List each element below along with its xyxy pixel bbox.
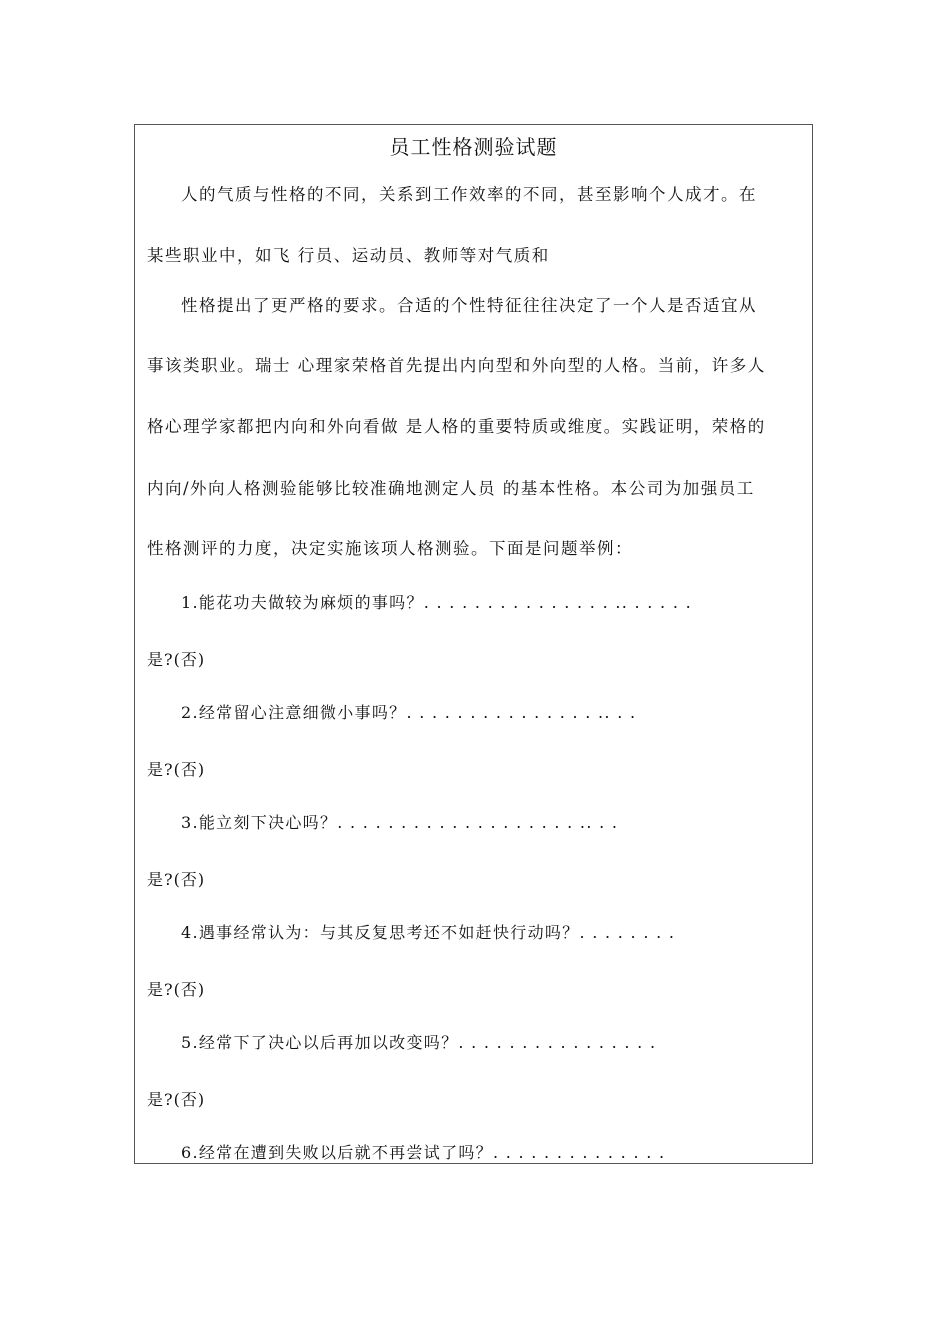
question-5: 5.经常下了决心以后再加以改变吗？. . . . . . . . . . . . . . . . — [181, 1033, 657, 1052]
intro-line-4: 事该类职业。瑞士 心理家荣格首先提出内向型和外向型的人格。当前，许多人 — [147, 356, 766, 375]
answer-4: 是?(否) — [147, 980, 206, 999]
intro-line-6: 内向/外向人格测验能够比较准确地测定人员 的基本性格。本公司为加强员工 — [147, 479, 755, 498]
question-2: 2.经常留心注意细微小事吗？. . . . . . . . . . . . . . . .. . . — [181, 703, 637, 722]
intro-line-1: 人的气质与性格的不同，关系到工作效率的不同，甚至影响个人成才。在 — [181, 185, 757, 204]
question-1: 1.能花功夫做较为麻烦的事吗？. . . . . . . . . . . . . . . .. . . . . . — [181, 593, 692, 612]
document-title: 员工性格测验试题 — [389, 135, 558, 159]
intro-line-2: 某些职业中，如飞 行员、运动员、教师等对气质和 — [147, 246, 550, 265]
document-frame — [134, 124, 813, 1164]
answer-2: 是?(否) — [147, 760, 206, 779]
answer-1: 是?(否) — [147, 650, 206, 669]
intro-line-3: 性格提出了更严格的要求。合适的个性特征往往决定了一个人是否适宜从 — [181, 296, 757, 315]
answer-3: 是?(否) — [147, 870, 206, 889]
question-4: 4.遇事经常认为：与其反复思考还不如赶快行动吗？. . . . . . . . — [181, 923, 676, 942]
intro-line-7: 性格测评的力度，决定实施该项人格测验。下面是问题举例： — [147, 539, 633, 558]
intro-line-5: 格心理学家都把内向和外向看做 是人格的重要特质或维度。实践证明，荣格的 — [147, 417, 766, 436]
question-6: 6.经常在遭到失败以后就不再尝试了吗？. . . . . . . . . . . . . . — [181, 1143, 666, 1162]
question-3: 3.能立刻下决心吗？. . . . . . . . . . . . . . . . . . . .. . . — [181, 813, 619, 832]
answer-5: 是?(否) — [147, 1090, 206, 1109]
